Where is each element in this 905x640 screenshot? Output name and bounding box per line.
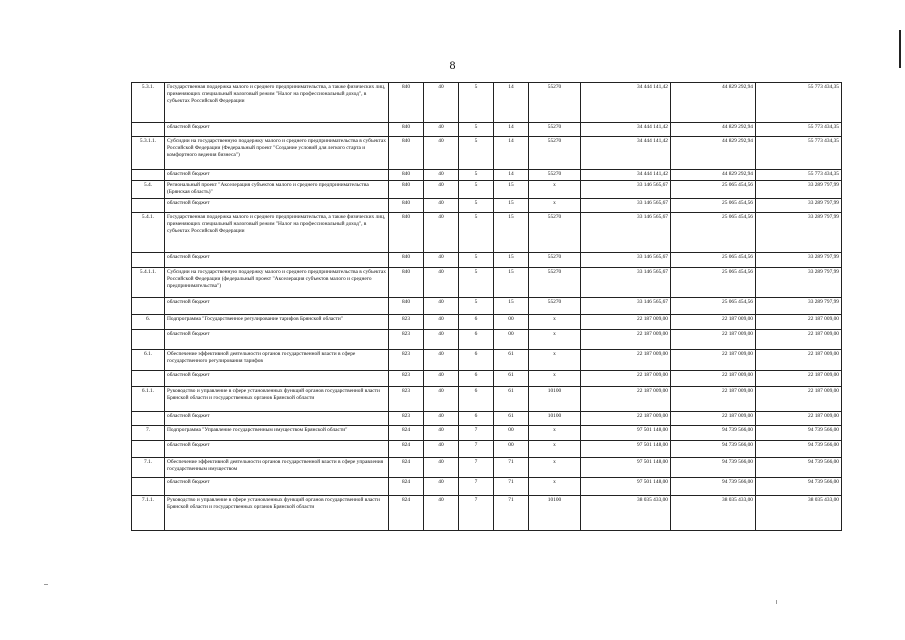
row-name-cell: Руководство и управление в сфере установленных функций органов государственной власти Брянской области и государственных органов Брянской области — [165, 496, 389, 531]
table-row — [132, 268, 842, 298]
row-number-cell: 5.4.1.1. — [132, 268, 165, 298]
amount-year2-cell: 44 829 292,94 — [671, 137, 756, 170]
subprogram-code-cell: 5 — [459, 123, 494, 137]
event-code-cell: 15 — [494, 199, 529, 213]
gr-code-cell: 824 — [389, 426, 424, 441]
row-name-cell: Государственная поддержка малого и среднего предпринимательства, а также физических лиц, применяющих специальный налоговый режим "Налог на профессиональный доход", в субъектах Российской Федерации — [165, 213, 389, 253]
amount-year1-cell: 22 187 009,00 — [581, 371, 671, 387]
subprogram-code-cell: 5 — [459, 170, 494, 181]
table-row — [132, 458, 842, 478]
amount-year3-cell: 94 739 566,00 — [756, 458, 842, 478]
section-code-cell: 40 — [424, 83, 459, 123]
amount-year3-cell: 33 289 797,99 — [756, 213, 842, 253]
amount-year2-cell: 25 065 454,56 — [671, 268, 756, 298]
event-code-cell: 15 — [494, 181, 529, 199]
target-article-cell: 55270 — [529, 83, 581, 123]
table-row — [132, 387, 842, 412]
budget-subrow — [132, 123, 842, 137]
table-row — [132, 315, 842, 330]
row-number-cell — [132, 330, 165, 350]
row-number-cell — [132, 412, 165, 426]
target-article-cell: 55270 — [529, 253, 581, 268]
target-article-cell: 10100 — [529, 387, 581, 412]
subprogram-code-cell: 5 — [459, 298, 494, 315]
section-code-cell: 40 — [424, 181, 459, 199]
row-number-cell — [132, 253, 165, 268]
gr-code-cell: 840 — [389, 123, 424, 137]
target-article-cell: x — [529, 371, 581, 387]
amount-year1-cell: 22 187 009,00 — [581, 330, 671, 350]
budget-subrow — [132, 170, 842, 181]
row-number-cell: 7.1.1. — [132, 496, 165, 531]
amount-year1-cell: 22 187 009,00 — [581, 315, 671, 330]
budget-subrow — [132, 253, 842, 268]
row-name-cell: областной бюджет — [165, 412, 389, 426]
table-row — [132, 350, 842, 371]
subprogram-code-cell: 6 — [459, 315, 494, 330]
row-name-cell: областной бюджет — [165, 253, 389, 268]
table-row — [132, 426, 842, 441]
scan-speck — [776, 600, 777, 604]
event-code-cell: 61 — [494, 371, 529, 387]
subprogram-code-cell: 5 — [459, 268, 494, 298]
event-code-cell: 61 — [494, 387, 529, 412]
amount-year3-cell: 22 187 009,00 — [756, 371, 842, 387]
amount-year3-cell: 94 739 566,00 — [756, 426, 842, 441]
subprogram-code-cell: 5 — [459, 181, 494, 199]
table-row — [132, 137, 842, 170]
amount-year1-cell: 33 146 565,67 — [581, 213, 671, 253]
event-code-cell: 15 — [494, 298, 529, 315]
section-code-cell: 40 — [424, 458, 459, 478]
event-code-cell: 00 — [494, 426, 529, 441]
row-name-cell: областной бюджет — [165, 170, 389, 181]
amount-year3-cell: 33 289 797,99 — [756, 298, 842, 315]
row-number-cell — [132, 441, 165, 458]
row-name-cell: областной бюджет — [165, 330, 389, 350]
budget-subrow — [132, 199, 842, 213]
amount-year3-cell: 33 289 797,99 — [756, 199, 842, 213]
gr-code-cell: 823 — [389, 350, 424, 371]
gr-code-cell: 824 — [389, 441, 424, 458]
amount-year1-cell: 22 187 009,00 — [581, 350, 671, 371]
amount-year1-cell: 38 035 433,00 — [581, 496, 671, 531]
subprogram-code-cell: 5 — [459, 199, 494, 213]
subprogram-code-cell: 5 — [459, 213, 494, 253]
row-number-cell: 5.3.1.1. — [132, 137, 165, 170]
row-name-cell: Региональный проект "Акселерация субъектов малого и среднего предпринимательства (Брянская область)" — [165, 181, 389, 199]
section-code-cell: 40 — [424, 123, 459, 137]
amount-year1-cell: 34 444 141,42 — [581, 170, 671, 181]
event-code-cell: 61 — [494, 350, 529, 371]
target-article-cell: 55270 — [529, 213, 581, 253]
gr-code-cell: 824 — [389, 478, 424, 496]
amount-year3-cell: 33 289 797,99 — [756, 253, 842, 268]
row-name-cell: Субсидии на государственную поддержку малого и среднего предпринимательства в субъектах Российской Федерации (федеральный проект "Акселерация субъектов малого и среднего предпринимательства") — [165, 268, 389, 298]
event-code-cell: 15 — [494, 213, 529, 253]
row-name-cell: Подпрограмма "Государственное регулирование тарифов Брянской области" — [165, 315, 389, 330]
row-number-cell: 7. — [132, 426, 165, 441]
amount-year1-cell: 97 501 148,00 — [581, 458, 671, 478]
amount-year1-cell: 33 146 565,67 — [581, 253, 671, 268]
amount-year1-cell: 33 146 565,67 — [581, 268, 671, 298]
event-code-cell: 14 — [494, 137, 529, 170]
gr-code-cell: 840 — [389, 181, 424, 199]
row-name-cell: Руководство и управление в сфере установленных функций органов государственной власти Брянской области и государственных органов Брянской области — [165, 387, 389, 412]
section-code-cell: 40 — [424, 412, 459, 426]
event-code-cell: 14 — [494, 83, 529, 123]
section-code-cell: 40 — [424, 268, 459, 298]
event-code-cell: 15 — [494, 253, 529, 268]
section-code-cell: 40 — [424, 137, 459, 170]
target-article-cell: 10100 — [529, 412, 581, 426]
row-number-cell: 6.1. — [132, 350, 165, 371]
table-row — [132, 496, 842, 531]
amount-year1-cell: 97 501 148,00 — [581, 478, 671, 496]
amount-year3-cell: 38 035 433,00 — [756, 496, 842, 531]
subprogram-code-cell: 7 — [459, 441, 494, 458]
budget-subrow — [132, 298, 842, 315]
amount-year1-cell: 33 146 565,67 — [581, 298, 671, 315]
gr-code-cell: 824 — [389, 458, 424, 478]
gr-code-cell: 840 — [389, 199, 424, 213]
subprogram-code-cell: 5 — [459, 137, 494, 170]
row-name-cell: областной бюджет — [165, 478, 389, 496]
subprogram-code-cell: 6 — [459, 371, 494, 387]
row-name-cell: Обеспечение эффективной деятельности органов государственной власти в сфере государственного регулирования тарифов — [165, 350, 389, 371]
row-number-cell — [132, 371, 165, 387]
amount-year1-cell: 33 146 565,67 — [581, 181, 671, 199]
amount-year2-cell: 44 829 292,94 — [671, 123, 756, 137]
gr-code-cell: 823 — [389, 412, 424, 426]
gr-code-cell: 823 — [389, 371, 424, 387]
amount-year3-cell: 22 187 009,00 — [756, 350, 842, 371]
amount-year2-cell: 25 065 454,56 — [671, 298, 756, 315]
budget-subrow — [132, 371, 842, 387]
target-article-cell: x — [529, 441, 581, 458]
amount-year1-cell: 34 444 141,42 — [581, 137, 671, 170]
amount-year3-cell: 33 289 797,99 — [756, 181, 842, 199]
event-code-cell: 14 — [494, 123, 529, 137]
amount-year2-cell: 94 739 566,00 — [671, 478, 756, 496]
subprogram-code-cell: 7 — [459, 496, 494, 531]
amount-year2-cell: 94 739 566,00 — [671, 426, 756, 441]
section-code-cell: 40 — [424, 199, 459, 213]
section-code-cell: 40 — [424, 330, 459, 350]
amount-year2-cell: 22 187 009,00 — [671, 412, 756, 426]
event-code-cell: 15 — [494, 268, 529, 298]
subprogram-code-cell: 7 — [459, 458, 494, 478]
event-code-cell: 00 — [494, 315, 529, 330]
row-number-cell: 7.1. — [132, 458, 165, 478]
target-article-cell: x — [529, 426, 581, 441]
section-code-cell: 40 — [424, 298, 459, 315]
target-article-cell: 55270 — [529, 170, 581, 181]
amount-year2-cell: 25 065 454,56 — [671, 199, 756, 213]
amount-year2-cell: 22 187 009,00 — [671, 330, 756, 350]
event-code-cell: 61 — [494, 412, 529, 426]
gr-code-cell: 840 — [389, 268, 424, 298]
row-number-cell: 5.4. — [132, 181, 165, 199]
target-article-cell: x — [529, 478, 581, 496]
row-name-cell: Субсидии на государственную поддержку малого и среднего предпринимательства в субъектах Российской Федерации (Федеральный проект "Создание условий для легкого старта и комфортного ведения бизнеса") — [165, 137, 389, 170]
row-number-cell — [132, 123, 165, 137]
amount-year1-cell: 97 501 148,00 — [581, 426, 671, 441]
amount-year2-cell: 25 065 454,56 — [671, 213, 756, 253]
amount-year3-cell: 22 187 009,00 — [756, 387, 842, 412]
budget-subrow — [132, 412, 842, 426]
amount-year2-cell: 25 065 454,56 — [671, 181, 756, 199]
amount-year1-cell: 34 444 141,42 — [581, 123, 671, 137]
row-number-cell — [132, 199, 165, 213]
amount-year3-cell: 55 773 434,35 — [756, 123, 842, 137]
target-article-cell: x — [529, 330, 581, 350]
budget-table-body — [132, 83, 842, 531]
row-name-cell: Государственная поддержка малого и среднего предпринимательства, а также физических лиц, применяющих специальный налоговый режим "Налог на профессиональный доход", в субъектах Российской Федерации — [165, 83, 389, 123]
section-code-cell: 40 — [424, 371, 459, 387]
gr-code-cell: 840 — [389, 83, 424, 123]
amount-year3-cell: 94 739 566,00 — [756, 478, 842, 496]
row-number-cell: 6.1.1. — [132, 387, 165, 412]
budget-subrow — [132, 330, 842, 350]
gr-code-cell: 840 — [389, 137, 424, 170]
amount-year3-cell: 22 187 009,00 — [756, 330, 842, 350]
amount-year2-cell: 22 187 009,00 — [671, 350, 756, 371]
subprogram-code-cell: 6 — [459, 387, 494, 412]
amount-year1-cell: 34 444 141,42 — [581, 83, 671, 123]
gr-code-cell: 840 — [389, 253, 424, 268]
gr-code-cell: 823 — [389, 315, 424, 330]
event-code-cell: 71 — [494, 478, 529, 496]
amount-year2-cell: 94 739 566,00 — [671, 441, 756, 458]
event-code-cell: 00 — [494, 330, 529, 350]
target-article-cell: 55270 — [529, 123, 581, 137]
target-article-cell: x — [529, 350, 581, 371]
table-row — [132, 213, 842, 253]
gr-code-cell: 823 — [389, 387, 424, 412]
amount-year1-cell: 22 187 009,00 — [581, 387, 671, 412]
section-code-cell: 40 — [424, 213, 459, 253]
row-number-cell — [132, 170, 165, 181]
event-code-cell: 71 — [494, 496, 529, 531]
row-name-cell: областной бюджет — [165, 123, 389, 137]
subprogram-code-cell: 5 — [459, 253, 494, 268]
page-number: 8 — [449, 58, 456, 72]
target-article-cell: 55270 — [529, 137, 581, 170]
event-code-cell: 71 — [494, 458, 529, 478]
target-article-cell: 55270 — [529, 298, 581, 315]
amount-year3-cell: 55 773 434,35 — [756, 170, 842, 181]
scan-edge-mark — [899, 30, 901, 68]
row-name-cell: областной бюджет — [165, 441, 389, 458]
section-code-cell: 40 — [424, 478, 459, 496]
gr-code-cell: 840 — [389, 213, 424, 253]
subprogram-code-cell: 6 — [459, 330, 494, 350]
event-code-cell: 00 — [494, 441, 529, 458]
amount-year2-cell: 94 739 566,00 — [671, 458, 756, 478]
target-article-cell: x — [529, 315, 581, 330]
amount-year2-cell: 22 187 009,00 — [671, 387, 756, 412]
row-name-cell: областной бюджет — [165, 371, 389, 387]
amount-year1-cell: 97 501 148,00 — [581, 441, 671, 458]
section-code-cell: 40 — [424, 426, 459, 441]
section-code-cell: 40 — [424, 170, 459, 181]
gr-code-cell: 840 — [389, 298, 424, 315]
table-row — [132, 181, 842, 199]
scan-speck — [44, 584, 48, 585]
subprogram-code-cell: 6 — [459, 412, 494, 426]
target-article-cell: 10100 — [529, 496, 581, 531]
event-code-cell: 14 — [494, 170, 529, 181]
amount-year3-cell: 55 773 434,35 — [756, 137, 842, 170]
row-name-cell: областной бюджет — [165, 298, 389, 315]
subprogram-code-cell: 6 — [459, 350, 494, 371]
amount-year2-cell: 25 065 454,56 — [671, 253, 756, 268]
amount-year1-cell: 33 146 565,67 — [581, 199, 671, 213]
row-name-cell: областной бюджет — [165, 199, 389, 213]
row-number-cell — [132, 478, 165, 496]
gr-code-cell: 840 — [389, 170, 424, 181]
gr-code-cell: 823 — [389, 330, 424, 350]
amount-year3-cell: 22 187 009,00 — [756, 412, 842, 426]
section-code-cell: 40 — [424, 253, 459, 268]
amount-year2-cell: 44 829 292,94 — [671, 170, 756, 181]
row-name-cell: Обеспечение эффективной деятельности органов государственной власти в сфере управления государственным имуществом — [165, 458, 389, 478]
row-name-cell: Подпрограмма "Управление государственным имуществом Брянской области" — [165, 426, 389, 441]
amount-year2-cell: 44 829 292,94 — [671, 83, 756, 123]
row-number-cell: 5.3.1. — [132, 83, 165, 123]
amount-year2-cell: 22 187 009,00 — [671, 371, 756, 387]
amount-year3-cell: 33 289 797,99 — [756, 268, 842, 298]
section-code-cell: 40 — [424, 441, 459, 458]
row-number-cell — [132, 298, 165, 315]
row-number-cell: 6. — [132, 315, 165, 330]
budget-table — [131, 82, 842, 531]
section-code-cell: 40 — [424, 350, 459, 371]
section-code-cell: 40 — [424, 315, 459, 330]
amount-year3-cell: 94 739 566,00 — [756, 441, 842, 458]
table-row — [132, 83, 842, 123]
amount-year2-cell: 22 187 009,00 — [671, 315, 756, 330]
amount-year2-cell: 38 035 433,00 — [671, 496, 756, 531]
target-article-cell: x — [529, 458, 581, 478]
budget-subrow — [132, 441, 842, 458]
amount-year3-cell: 55 773 434,35 — [756, 83, 842, 123]
budget-subrow — [132, 478, 842, 496]
section-code-cell: 40 — [424, 387, 459, 412]
section-code-cell: 40 — [424, 496, 459, 531]
target-article-cell: 55270 — [529, 268, 581, 298]
subprogram-code-cell: 7 — [459, 426, 494, 441]
row-number-cell: 5.4.1. — [132, 213, 165, 253]
amount-year3-cell: 22 187 009,00 — [756, 315, 842, 330]
amount-year1-cell: 22 187 009,00 — [581, 412, 671, 426]
target-article-cell: x — [529, 181, 581, 199]
target-article-cell: x — [529, 199, 581, 213]
subprogram-code-cell: 5 — [459, 83, 494, 123]
gr-code-cell: 824 — [389, 496, 424, 531]
subprogram-code-cell: 7 — [459, 478, 494, 496]
